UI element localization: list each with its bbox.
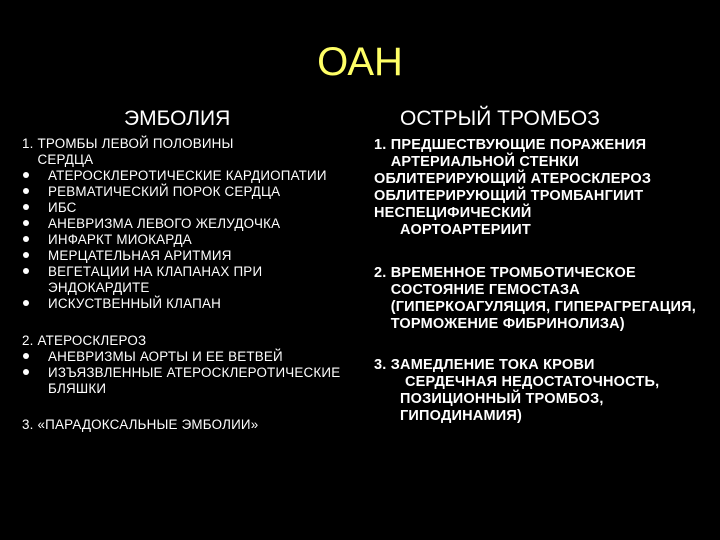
section-number: 2. (374, 265, 391, 281)
thrombosis-section-2 (374, 265, 714, 333)
embolism-heading: ЭМБОЛИЯ (124, 107, 231, 130)
list-item: МЕРЦАТЕЛЬНАЯ АРИТМИЯ (22, 248, 352, 264)
section-title (374, 265, 714, 333)
embolism-column (22, 136, 352, 433)
list-item: ИЗЪЯЗВЛЕННЫЕ АТЕРОСКЛЕРОТИЧЕСКИЕ БЛЯШКИ (22, 365, 352, 397)
section-title (22, 333, 352, 349)
bullet-icon (23, 369, 29, 375)
list-item: АТЕРОСКЛЕРОТИЧЕСКИЕ КАРДИОПАТИИ (22, 168, 352, 184)
list-item: ИБС (22, 200, 352, 216)
list-item: РЕВМАТИЧЕСКИЙ ПОРОК СЕРДЦА (22, 184, 352, 200)
section-title (374, 137, 714, 171)
bullet-icon (23, 268, 29, 274)
section-title-text: ПРЕДШЕСТВУЮЩИЕ ПОРАЖЕНИЯ АРТЕРИАЛЬНОЙ СТЕНКИ (390, 137, 647, 170)
bullet-icon (23, 220, 29, 226)
section-number: 2. (22, 333, 38, 348)
bullet-icon (23, 300, 29, 306)
list-item: ИНФАРКТ МИОКАРДА (22, 232, 352, 248)
section-number: 3. (22, 417, 38, 432)
embolism-section-3 (22, 417, 352, 433)
list-item: АНЕВРИЗМА ЛЕВОГО ЖЕЛУДОЧКА (22, 216, 352, 232)
section-title (374, 357, 714, 374)
section-number: 1. (374, 137, 391, 153)
section-title-text: ЗАМЕДЛЕНИЕ ТОКА КРОВИ (390, 357, 595, 373)
section-title-text: АТЕРОСКЛЕРОЗ (37, 333, 147, 348)
bullet-icon (23, 353, 29, 359)
slide-title: ОАН (317, 40, 403, 84)
bullet-list (22, 349, 352, 397)
section-title-text: ВРЕМЕННОЕ ТРОМБОТИЧЕСКОЕ СОСТОЯНИЕ ГЕМОСТАЗА (ГИПЕРКОАГУЛЯЦИЯ, ГИПЕРАГРЕГАЦИЯ, ТОРМОЖЕНИЕ ФИБРИНОЛИЗА) (390, 265, 696, 332)
thrombosis-section-1 (374, 137, 714, 239)
bullet-icon (23, 204, 29, 210)
section-title (22, 417, 352, 433)
embolism-section-1 (22, 136, 352, 312)
section-body: СЕРДЕЧНАЯ НЕДОСТАТОЧНОСТЬ, ПОЗИЦИОННЫЙ ТРОМБОЗ, ГИПОДИНАМИЯ) (400, 374, 660, 424)
thrombosis-column (374, 137, 714, 425)
embolism-section-2 (22, 333, 352, 397)
bullet-list (22, 168, 352, 312)
section-title-text: «ПАРАДОКСАЛЬНЫЕ ЭМБОЛИИ» (37, 417, 259, 432)
bullet-icon (23, 236, 29, 242)
list-item: ИСКУСТВЕННЫЙ КЛАПАН (22, 296, 352, 312)
bullet-icon (23, 252, 29, 258)
thrombosis-heading: ОСТРЫЙ ТРОМБОЗ (400, 107, 600, 130)
condition-line: ОБЛИТЕРИРУЮЩИЙ АТЕРОСКЛЕРОЗ (374, 171, 652, 187)
condition-line: НЕСПЕЦИФИЧЕСКИЙ АОРТОАРТЕРИИТ (374, 205, 532, 238)
section-title (22, 136, 352, 168)
list-item: АНЕВРИЗМЫ АОРТЫ И ЕЕ ВЕТВЕЙ (22, 349, 352, 365)
bullet-icon (23, 172, 29, 178)
thrombosis-section-3 (374, 357, 714, 425)
section-number: 1. (22, 136, 38, 151)
section-number: 3. (374, 357, 391, 373)
list-item: ВЕГЕТАЦИИ НА КЛАПАНАХ ПРИ ЭНДОКАРДИТЕ (22, 264, 352, 296)
section-title-text: ТРОМБЫ ЛЕВОЙ ПОЛОВИНЫ СЕРДЦА (37, 136, 234, 167)
condition-line: ОБЛИТЕРИРУЮЩИЙ ТРОМБАНГИИТ (374, 188, 644, 204)
bullet-icon (23, 188, 29, 194)
